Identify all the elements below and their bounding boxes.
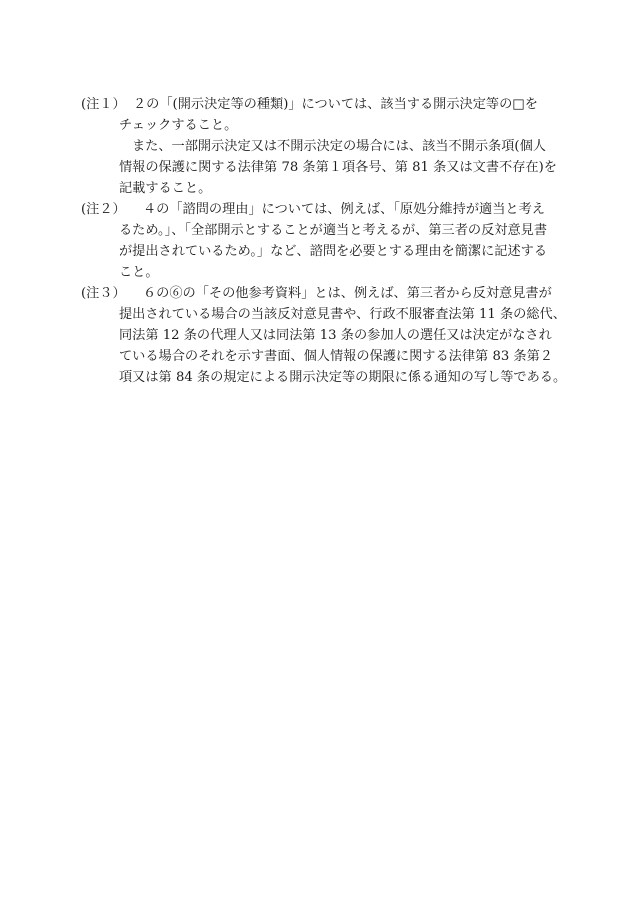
note-2-line-3: が提出されているため。」など、諮問を必要とする理由を簡潔に記述する xyxy=(119,244,548,259)
note-1-line-3: また、一部開示決定又は不開示決定の場合には、該当不開示条項(個人 xyxy=(132,139,546,154)
note-1-line-2: チェックすること。 xyxy=(119,118,238,133)
note-2-label: (注２） xyxy=(81,202,126,217)
note-1-line-4: 情報の保護に関する法律第 78 条第１項各号、第 81 条又は文書不存在)を xyxy=(119,160,557,175)
note-3-line-2: 提出されている場合の当該反対意見書や、行政不服審査法第 11 条の総代、 xyxy=(119,307,566,322)
note-1-line-5: 記載すること。 xyxy=(119,181,212,196)
note-3-line-1: ６の⑥の「その他参考資料」とは、例えば、第三者から反対意見書が xyxy=(143,286,552,301)
note-2-line-4: こと。 xyxy=(119,265,159,280)
note-3-line-5: 項又は第 84 条の規定による開示決定等の期限に係る通知の写し等である。 xyxy=(119,370,567,385)
note-2-line-2: るため。」、「全部開示とすることが適当と考えるが、第三者の反対意見書 xyxy=(119,223,548,238)
note-3-line-4: ている場合のそれを示す書面、個人情報の保護に関する法律第 83 条第２ xyxy=(119,349,553,364)
note-1-label: (注１） xyxy=(81,97,126,112)
note-3-label: (注３） xyxy=(81,286,126,301)
note-1-line-1: ２の「(開示決定等の種類)」については、該当する開示決定等の□を xyxy=(133,97,538,112)
note-2-line-1: ４の「諮問の理由」については、例えば、「原処分維持が適当と考え xyxy=(143,202,545,217)
note-3-line-3: 同法第 12 条の代理人又は同法第 13 条の参加人の選任又は決定がなされ xyxy=(119,328,552,343)
